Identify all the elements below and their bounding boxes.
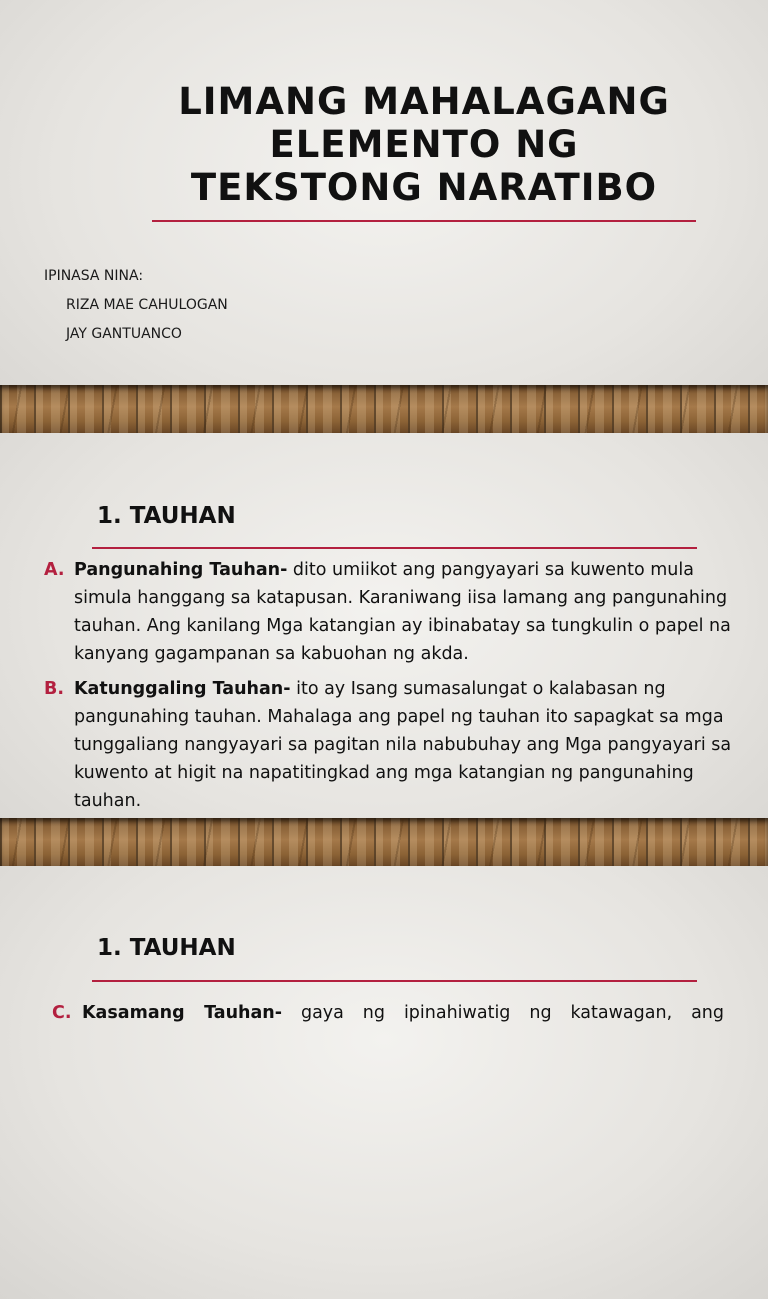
list-item bbox=[44, 675, 739, 815]
wood-floor-band bbox=[0, 385, 768, 433]
slide-title: LIMANG MAHALAGANG ELEMENTO NG TEKSTONG NARATIBO bbox=[178, 80, 670, 209]
list-marker: C. bbox=[52, 1003, 72, 1023]
author-name: RIZA MAE CAHULOGAN bbox=[66, 297, 228, 313]
section-heading: 1. TAUHAN bbox=[97, 935, 236, 961]
term-description: gaya ng ipinahiwatig ng katawagan, ang bbox=[282, 1003, 724, 1023]
content-slide bbox=[0, 866, 768, 1299]
term-description: ito ay Isang sumasalungat o kalabasan ng pangunahing tauhan. Mahalaga ang papel ng tauhan ito sapagkat sa mga tunggaliang nangyayari sa pagitan nila nabubuhay ang Mga pangyayari sa kuwento at higit na napatitingkad ang mga katangian ng pangunahing tauhan. bbox=[74, 679, 732, 811]
section-heading: 1. TAUHAN bbox=[97, 503, 236, 529]
term-label: Kasamang Tauhan- bbox=[82, 1003, 283, 1023]
list-item bbox=[52, 999, 724, 1027]
title-slide bbox=[0, 0, 768, 433]
term-label: Katunggaling Tauhan- bbox=[74, 679, 291, 699]
author-name: JAY GANTUANCO bbox=[66, 326, 182, 342]
list-item bbox=[44, 556, 739, 668]
term-description: dito umiikot ang pangyayari sa kuwento mula simula hanggang sa katapusan. Karaniwang iisa lamang ang pangunahing tauhan. Ang kanilang Mga katangian ay ibinabatay sa tungkulin o papel na kanyang gagampanan sa kabuohan ng akda. bbox=[74, 560, 731, 664]
term-label: Pangunahing Tauhan- bbox=[74, 560, 288, 580]
heading-divider bbox=[92, 980, 697, 982]
submitted-by-label: IPINASA NINA: bbox=[44, 268, 144, 284]
list-marker: A. bbox=[44, 560, 65, 580]
wood-floor-band bbox=[0, 818, 768, 866]
list-marker: B. bbox=[44, 679, 64, 699]
heading-divider bbox=[92, 547, 697, 549]
content-slide bbox=[0, 433, 768, 866]
title-divider bbox=[152, 220, 696, 222]
